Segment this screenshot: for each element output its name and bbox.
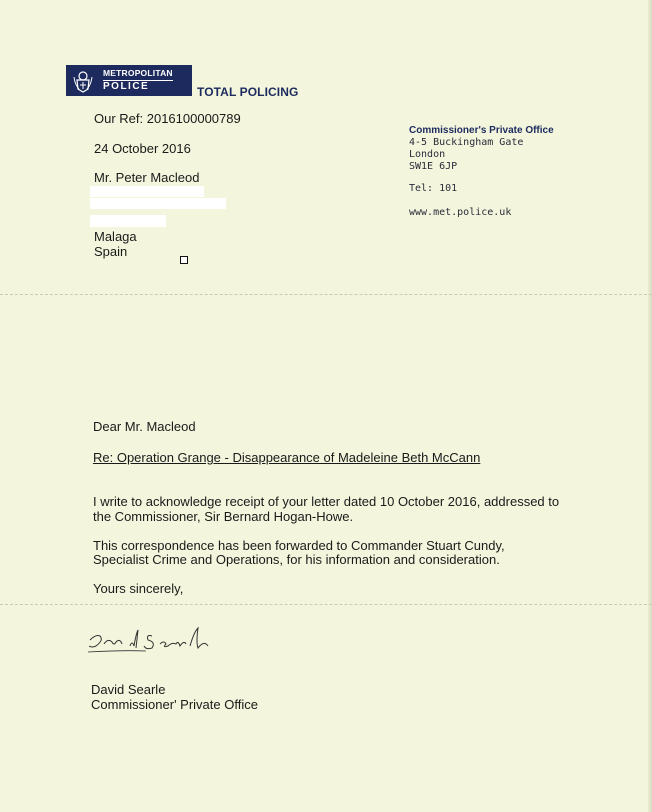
redaction-bar-3 — [90, 215, 166, 227]
crest-icon — [69, 67, 97, 95]
office-address-2: London — [409, 149, 446, 160]
sender-name: David Searle — [91, 682, 166, 697]
sender-office: Commissioner' Private Office — [91, 697, 258, 712]
redaction-bar-2 — [90, 198, 226, 209]
office-postcode: SW1E 6JP — [409, 161, 458, 172]
checkbox-mark — [180, 256, 188, 264]
tagline: TOTAL POLICING — [197, 85, 299, 99]
our-reference: Our Ref: 2016100000789 — [94, 111, 241, 126]
recipient-city: Malaga — [94, 229, 137, 244]
office-title: Commissioner's Private Office — [409, 125, 554, 136]
paragraph-2-line-1: This correspondence has been forwarded to Commander Stuart Cundy, — [93, 538, 505, 553]
paragraph-1-line-2: the Commissioner, Sir Bernard Hogan-Howe. — [93, 509, 354, 524]
letter-date: 24 October 2016 — [94, 141, 191, 156]
subject-line: Re: Operation Grange - Disappearance of Madeleine Beth McCann — [93, 450, 481, 465]
paper-edge — [648, 0, 652, 812]
office-tel: Tel: 101 — [409, 183, 458, 194]
office-address-1: 4-5 Buckingham Gate — [409, 137, 524, 148]
office-website: www.met.police.uk — [409, 207, 512, 218]
recipient-name: Mr. Peter Macleod — [94, 170, 200, 185]
logo-line-2: POLICE — [103, 80, 173, 92]
fold-line-2 — [0, 604, 652, 605]
met-police-logo — [66, 65, 192, 96]
handwritten-signature — [86, 622, 226, 662]
paragraph-2-line-2: Specialist Crime and Operations, for his information and consideration. — [93, 552, 500, 567]
recipient-country: Spain — [94, 244, 128, 259]
salutation: Dear Mr. Macleod — [93, 419, 196, 434]
fold-line-1 — [0, 294, 652, 295]
closing: Yours sincerely, — [93, 581, 184, 596]
logo-line-1: METROPOLITAN — [103, 68, 173, 79]
paragraph-1-line-1: I write to acknowledge receipt of your letter dated 10 October 2016, addressed to — [93, 494, 560, 509]
redaction-bar-1 — [90, 186, 204, 197]
